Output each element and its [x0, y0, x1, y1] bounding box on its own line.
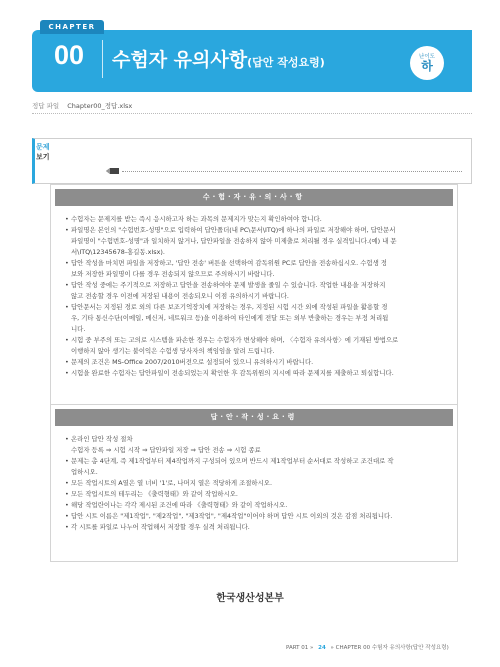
- list-item: [65, 434, 447, 456]
- list-item-line: • 각 시트를 파일로 나누어 작업해서 저장할 경우 실격 처리됩니다.: [71, 523, 250, 531]
- page-footer: [286, 643, 449, 651]
- section-heading: 답·안·작·성·요·령: [55, 409, 453, 426]
- problem-label: 문제: [36, 143, 50, 151]
- list-item: [65, 335, 447, 357]
- section-heading: 수·험·자·유·의·사·항: [55, 189, 453, 206]
- list-item-line: • 해당 작업란이나는 각각 제시된 조건에 따라 《출력형태》와 같이 작업하시오.: [71, 501, 288, 509]
- title-subtitle: (답안 작성요령): [247, 56, 325, 69]
- list-item-line: 않고 전송할 경우 이전에 저장된 내용이 전송되오니 이점 유의하시기 바랍니다.: [71, 292, 289, 300]
- list-item: [65, 522, 447, 533]
- list-item-line: • 답안 작성 중에는 주기적으로 저장하고 답안을 전송하여야 문제 발생을 줄일 수 있습니다. 작업한 내용을 저장하지: [71, 281, 386, 289]
- answer-file-line: [32, 101, 132, 110]
- difficulty-value: 하: [421, 59, 433, 73]
- list-item: [65, 225, 447, 258]
- list-item-line: • 모든 작업시트의 A열은 열 너비 '1'로, 나머지 열은 적당하게 조절하시오.: [71, 479, 272, 487]
- title-main: 수험자 유의사항: [112, 49, 248, 71]
- list-item-line: • 시험 중 부주의 또는 고의로 시스템을 파손한 경우는 수험자가 변상해야 하며, 〈수험자 유의사항〉에 기재된 방법으로: [71, 336, 399, 344]
- list-item-line: 니다.: [71, 325, 86, 333]
- dotted-rule: [122, 171, 462, 172]
- list-item-line: • 시험을 완료한 수험자는 답안파일이 전송되었는지 확인한 후 감독위원의 지시에 따라 문제지를 제출하고 퇴실합니다.: [71, 369, 394, 377]
- list-item-line: • 모든 작업시트의 테두리는 《출력형태》와 같이 작업하시오.: [71, 490, 238, 498]
- list-item-line: 이행하지 않아 생기는 불이익은 수험생 당사자의 책임임을 알려 드립니다.: [71, 347, 275, 355]
- list-item: [65, 511, 447, 522]
- list-item-line: 보와 저장한 파일명이 다를 경우 전송되지 않으므로 주의하시기 바랍니다.: [71, 270, 275, 278]
- list-item: [65, 214, 447, 225]
- chapter-number: 00: [54, 40, 85, 70]
- difficulty-label: 난이도: [419, 54, 435, 60]
- list-item-line: 수험자 등록 ⇒ 시험 시작 ⇒ 답안파일 저장 ⇒ 답안 전송 ⇒ 시험 종료: [71, 446, 261, 454]
- chapter-label: CHAPTER: [40, 20, 104, 34]
- list-item-line: 서\ITQ\12345678-홍길동.xlsx).: [71, 248, 165, 256]
- difficulty-badge: [410, 46, 444, 80]
- page-title: [112, 45, 325, 72]
- list-item-line: • 문제의 조건은 MS-Office 2007/2010버전으로 설정되어 있으니 유의하시기 바랍니다.: [71, 358, 314, 366]
- list-item: [65, 258, 447, 280]
- list-item-line: 우, 기타 통신수단(이메일, 메신저, 네트워크 등)을 이용하여 타인에게 전달 또는 외부 반출하는 경우는 부정 처리됩: [71, 314, 389, 322]
- page-number: 24: [318, 645, 326, 651]
- list-item-line: • 수험자는 문제지를 받는 즉시 응시하고자 하는 과목의 문제지가 맞는지 확인하여야 합니다.: [71, 215, 322, 223]
- list-item: [65, 368, 447, 379]
- notes-list: [51, 210, 457, 379]
- answer-file-label: 정답 파일: [32, 102, 60, 110]
- list-item-line: • 파일명은 본인의 "수험번호-성명"으로 입력하여 답안폴더(내 PC\문서\ITQ)에 하나의 파일로 저장해야 하며, 답안문서: [71, 226, 396, 234]
- pencil-icon: [106, 167, 120, 175]
- footer-chapter: » CHAPTER 00 수험자 유의사항(답안 작성요령): [330, 645, 449, 651]
- divider: [32, 113, 472, 114]
- header-divider: [102, 40, 103, 78]
- answer-guide-section: [50, 404, 458, 562]
- list-item: [65, 456, 447, 478]
- list-item-line: • 답안 시트 이름은 "제1작업", "제2작업", "제3작업", "제4작업"이어야 하며 답안 시트 이외의 것은 감점 처리됩니다.: [71, 512, 393, 520]
- list-item-line: 파일명이 "수험번호-성명"과 일치하지 않거나, 답안파일을 전송하지 않아 미제출로 처리될 경우 실격입니다.(예) 내 문: [71, 237, 397, 245]
- list-item-line: 업하시오.: [71, 468, 98, 476]
- list-item: [65, 500, 447, 511]
- list-item-line: • 답안문서는 지정된 경로 외의 다른 보조기억장치에 저장하는 경우, 지정된 시험 시간 외에 작성된 파일을 활용할 경: [71, 303, 388, 311]
- list-item: [65, 357, 447, 368]
- guide-list: [51, 430, 457, 533]
- view-label: 보기: [36, 153, 50, 161]
- list-item: [65, 302, 447, 335]
- list-item-line: • 온라인 답안 작성 절차: [71, 435, 133, 443]
- list-item: [65, 280, 447, 302]
- list-item-line: • 문제는 총 4단계, 즉 제1작업부터 제4작업까지 구성되어 있으며 반드시 제1작업부터 순서대로 작성하고 조건대로 작: [71, 457, 394, 465]
- footer-part: PART 01 »: [286, 645, 314, 651]
- list-item-line: • 답안 작성을 마치면 파일을 저장하고, '답안 전송' 버튼을 선택하여 감독위원 PC로 답안을 전송하십시오. 수험생 정: [71, 259, 387, 267]
- publisher-name: 한국생산성본부: [216, 593, 284, 604]
- problem-box: [32, 138, 472, 184]
- list-item: [65, 478, 447, 489]
- answer-file-name: Chapter00_정답.xlsx: [67, 102, 133, 110]
- list-item: [65, 489, 447, 500]
